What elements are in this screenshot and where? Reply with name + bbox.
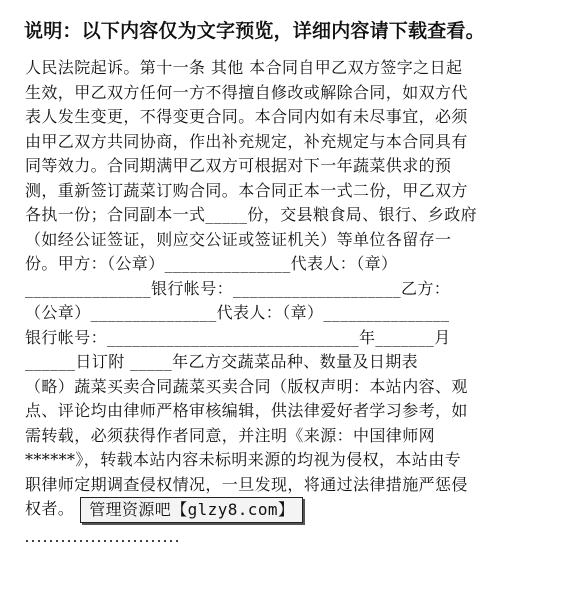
document-line: 测，重新签订蔬菜订购合同。本合同正本一式二份，甲乙双方 [25, 180, 468, 200]
document-line: （略）蔬菜买卖合同蔬菜买卖合同（版权声明：本站内容、观 [25, 376, 468, 396]
document-last-line [25, 497, 555, 522]
preview-notice: 说明：以下内容仅为文字预览，详细内容请下载查看。 [24, 20, 485, 42]
document-line: （公章）_______________代表人：（章）_______________ [25, 303, 450, 322]
document-line: 生效，甲乙双方任何一方不得擅自修改或解除合同，如双方代 [25, 82, 468, 102]
document-line: 职律师定期调查侵权情况，一旦发现，将通过法律措施严惩侵 [25, 474, 468, 494]
document-body [25, 56, 555, 522]
document-line: ______日订附 _____年乙方交蔬菜品种、数量及日期表 [25, 352, 419, 371]
document-line: ******》，转载本站内容未标明来源的均视为侵权，本站由专 [25, 450, 462, 469]
document-line: （如经公证签证，则应交公证或签证机关）等单位各留存一 [25, 229, 452, 249]
document-line: 银行帐号：______________________________年_______月 [25, 327, 451, 347]
document-line: 表人发生变更，不得变更合同。本合同内如有未尽事宜，必须 [25, 107, 468, 126]
document-line: 点、评论均由律师严格审核编辑，供法律爱好者学习参考，如 [25, 401, 468, 420]
document-line: 由甲乙双方共同协商，作出补充规定，补充规定与本合同具有 [25, 131, 468, 151]
document-line: 需转载，必须获得作者同意，并注明《来源：中国律师网 [25, 425, 436, 445]
source-site-link[interactable]: 管理资源吧【glzy8.com】 [80, 497, 303, 523]
document-line: _______________银行帐号：____________________乙方： [25, 278, 451, 298]
document-line-end: 权者。 [25, 499, 75, 518]
document-line: 份。甲方：（公章）_______________代表人：（章） [25, 254, 398, 273]
dotted-divider [24, 539, 178, 543]
document-line: 各执一份；合同副本一式_____份，交县粮食局、银行、乡政府 [25, 205, 478, 224]
document-line: 同等效力。合同期满甲乙双方可根据对下一年蔬菜供求的预 [25, 156, 452, 175]
document-line: 人民法院起诉。第十一条 其他 本合同自甲乙双方签字之日起 [25, 58, 463, 77]
